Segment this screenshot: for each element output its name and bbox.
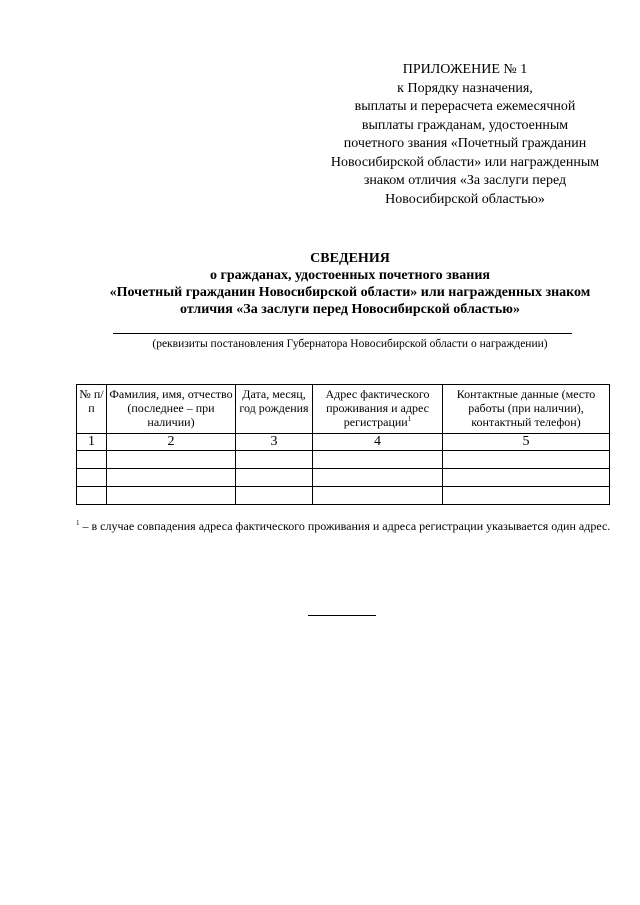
- table-cell: [77, 487, 107, 505]
- title-heading: СВЕДЕНИЯ: [310, 251, 390, 266]
- header-contacts: Контактные данные (место работы (при наличии), контактный телефон): [443, 385, 610, 434]
- table-row: [77, 451, 610, 469]
- column-number: 4: [313, 434, 443, 451]
- table-cell: [236, 451, 313, 469]
- footnote-reference: 1: [407, 415, 412, 423]
- appendix-line: выплаты и перерасчета ежемесячной: [354, 99, 576, 114]
- header-full-name: Фамилия, имя, отчество (последнее – при наличии): [107, 385, 236, 434]
- table-cell: [107, 469, 236, 487]
- appendix-line: знаком отличия «За заслуги перед: [363, 173, 567, 188]
- citizens-table: [76, 384, 610, 505]
- column-number: 3: [236, 434, 313, 451]
- table-cell: [313, 487, 443, 505]
- header-number: № п/п: [77, 385, 107, 434]
- table-cell: [107, 487, 236, 505]
- end-divider: [308, 615, 376, 616]
- table-cell: [313, 469, 443, 487]
- fill-in-line: [113, 333, 572, 334]
- appendix-line: выплаты гражданам, удостоенным: [361, 117, 569, 133]
- title-line: отличия «За заслуги перед Новосибирской областью»: [180, 302, 520, 317]
- appendix-line: к Порядку назначения,: [397, 80, 533, 96]
- table-cell: [443, 451, 610, 469]
- table-cell: [77, 451, 107, 469]
- header-address: [313, 385, 443, 434]
- table-cell: [236, 487, 313, 505]
- appendix-line: Новосибирской области» или награжденным: [330, 154, 600, 170]
- fill-in-caption: (реквизиты постановления Губернатора Новосибирской области о награждении): [152, 338, 548, 350]
- document-title: [60, 250, 640, 318]
- footnote-text: – в случае совпадения адреса фактического проживания и адреса регистрации указывается один адрес.: [79, 519, 611, 533]
- title-line: о гражданах, удостоенных почетного звания: [210, 268, 490, 283]
- appendix-line: Новосибирской областью»: [385, 191, 545, 207]
- table-row: [77, 469, 610, 487]
- appendix-line: почетного звания «Почетный гражданин: [343, 136, 587, 151]
- header-birth-date: Дата, месяц, год рождения: [236, 385, 313, 434]
- title-line: «Почетный гражданин Новосибирской области» или награжденных знаком: [109, 285, 591, 300]
- table-cell: [236, 469, 313, 487]
- table-cell: [443, 487, 610, 505]
- table-header-row: [77, 385, 610, 434]
- column-number: 5: [443, 434, 610, 451]
- header-address-text: Адрес фактического проживания и адрес регистрации: [325, 387, 430, 429]
- column-number: 1: [77, 434, 107, 451]
- footnote-mark: 1: [76, 519, 80, 527]
- table-cell: [313, 451, 443, 469]
- table-cell: [77, 469, 107, 487]
- column-number: 2: [107, 434, 236, 451]
- table-row: [77, 487, 610, 505]
- column-number-row: [77, 434, 610, 451]
- footnote: [76, 516, 616, 536]
- table-cell: [107, 451, 236, 469]
- appendix-title: ПРИЛОЖЕНИЕ № 1: [402, 62, 528, 77]
- table-cell: [443, 469, 610, 487]
- appendix-block: [310, 61, 620, 209]
